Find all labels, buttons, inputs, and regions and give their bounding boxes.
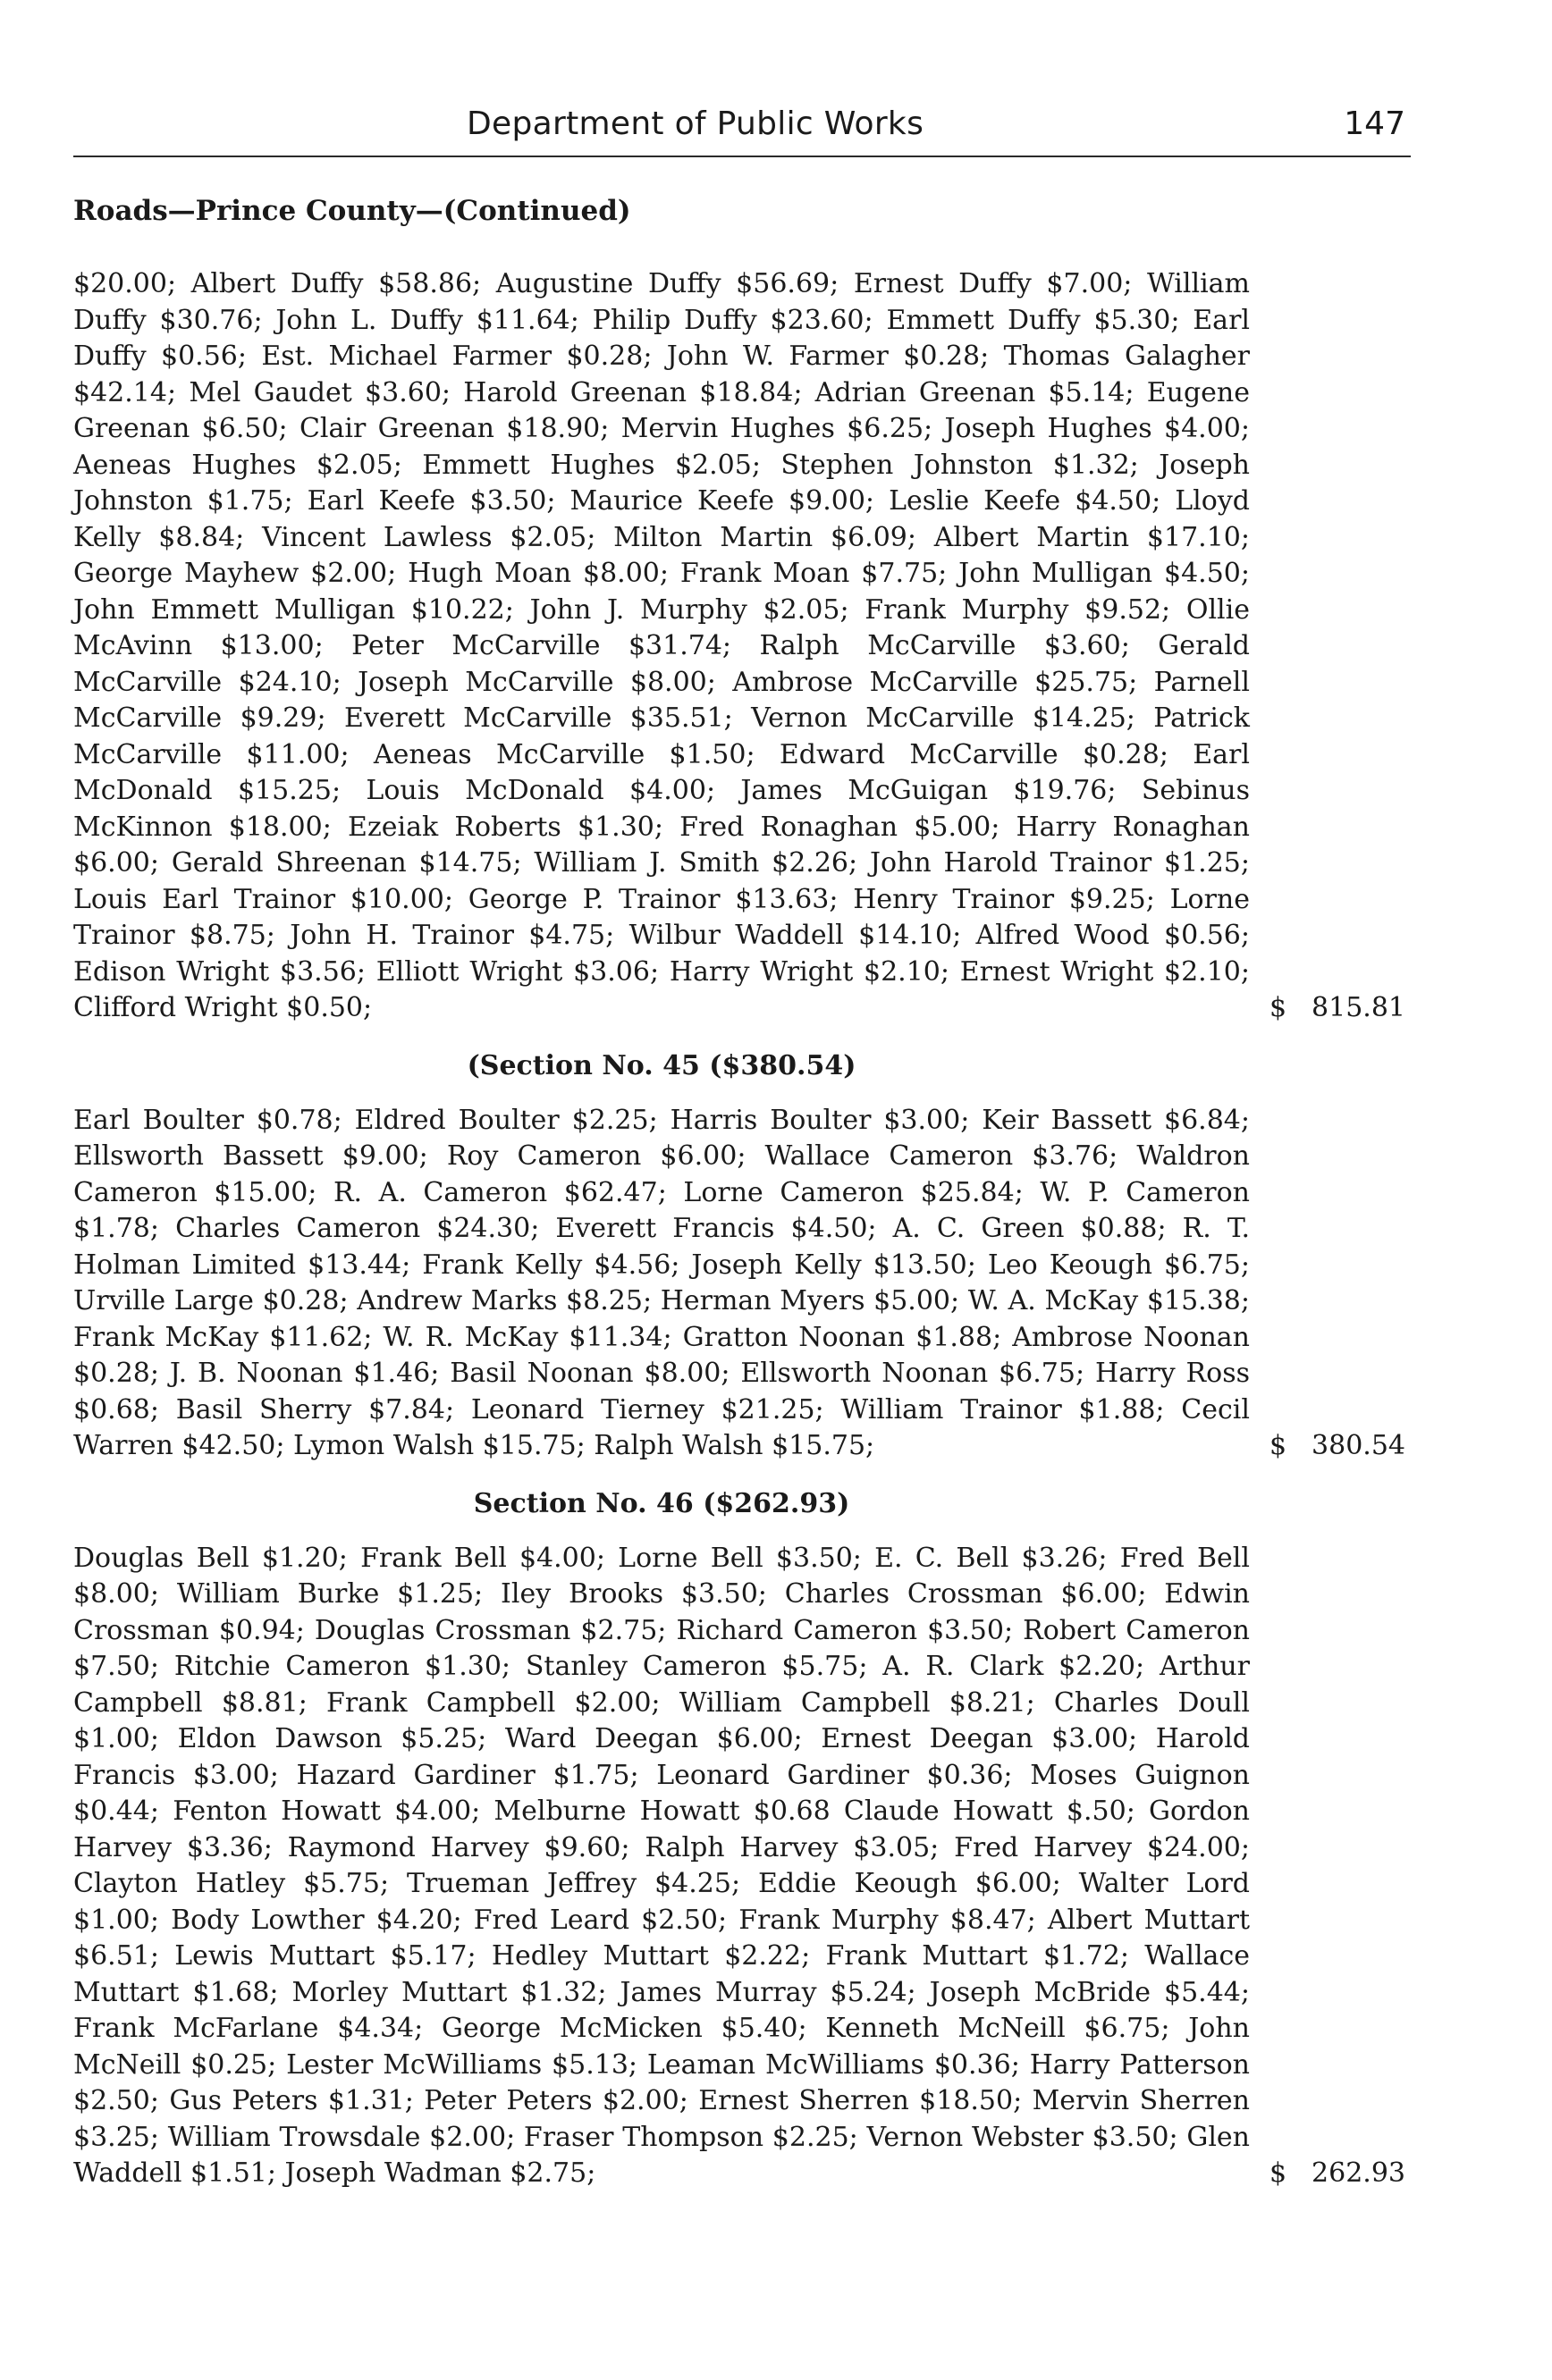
total-currency: $ bbox=[1269, 992, 1287, 1023]
running-head: Roads—Prince County—(Continued) bbox=[73, 195, 631, 227]
total-amount: 815.81 bbox=[1312, 992, 1405, 1023]
entry-list bbox=[73, 1103, 1411, 1465]
page-number: 147 bbox=[1344, 105, 1405, 142]
total-currency: $ bbox=[1269, 2157, 1287, 2189]
entry-text: Earl Boulter $0.78; Eldred Boulter $2.25; Harris Boulter $3.00; Keir Bassett $6.84; Ellsworth Bassett $9.00; Roy Cameron $6.00; Wallace Cameron $3.76; Waldron Cameron $15.00; R. A. Cameron $62.47; Lorne Cameron $25.84; W. P. Cameron $1.78; Charles Cameron $24.30; Everett Francis $4.50; A. C. Green $0.88; R. T. Holman Limited $13.44; Frank Kelly $4.56; Joseph Kelly $13.50; Leo Keough $6.75; Urville Large $0.28; Andrew Marks $8.25; Herman Myers $5.00; W. A. McKay $15.38; Frank McKay $11.62; W. R. McKay $11.34; Gratton Noonan $1.88; Ambrose Noonan $0.28; J. B. Noonan $1.46; Basil Noonan $8.00; Ellsworth Noonan $6.75; Harry Ross $0.68; Basil Sherry $7.84; Leonard Tierney $21.25; William Trainor $1.88; Cecil Warren $42.50; Lymon Walsh $15.75; Ralph Walsh $15.75; bbox=[73, 1104, 1250, 1461]
block-roads-continued bbox=[73, 266, 1411, 1027]
total-currency: $ bbox=[1269, 1430, 1287, 1461]
entry-list bbox=[73, 1541, 1411, 2192]
total-amount: 380.54 bbox=[1312, 1430, 1405, 1461]
section-heading: Section No. 46 ($262.93) bbox=[473, 1487, 850, 1519]
document-page bbox=[73, 100, 1411, 2192]
entry-total bbox=[1259, 990, 1411, 1027]
page-header bbox=[73, 100, 1411, 157]
page-title: Department of Public Works bbox=[467, 105, 924, 142]
total-amount: 262.93 bbox=[1312, 2157, 1405, 2189]
entry-total bbox=[1259, 2156, 1411, 2192]
entry-text: $20.00; Albert Duffy $58.86; Augustine Duffy $56.69; Ernest Duffy $7.00; William Duffy $30.76; John L. Duffy $11.64; Philip Duffy $23.60; Emmett Duffy $5.30; Earl Duffy $0.56; Est. Michael Farmer $0.28; John W. Farmer $0.28; Thomas Galagher $42.14; Mel Gaudet $3.60; Harold Greenan $18.84; Adrian Greenan $5.14; Eugene Greenan $6.50; Clair Greenan $18.90; Mervin Hughes $6.25; Joseph Hughes $4.00; Aeneas Hughes $2.05; Emmett Hughes $2.05; Stephen Johnston $1.32; Joseph Johnston $1.75; Earl Keefe $3.50; Maurice Keefe $9.00; Leslie Keefe $4.50; Lloyd Kelly $8.84; Vincent Lawless $2.05; Milton Martin $6.09; Albert Martin $17.10; George Mayhew $2.00; Hugh Moan $8.00; Frank Moan $7.75; John Mulligan $4.50; John Emmett Mulligan $10.22; John J. Murphy $2.05; Frank Murphy $9.52; Ollie McAvinn $13.00; Peter McCarville $31.74; Ralph McCarville $3.60; Gerald McCarville $24.10; Joseph McCarville $8.00; Ambrose McCarville $25.75; Parnell McCarville $9.29; Everett McCarville $35.51; Vernon McCarville $14.25; Patrick McCarville $11.00; Aeneas McCarville $1.50; Edward McCarville $0.28; Earl McDonald $15.25; Louis McDonald $4.00; James McGuigan $19.76; Sebinus McKinnon $18.00; Ezeiak Roberts $1.30; Fred Ronaghan $5.00; Harry Ronaghan $6.00; Gerald Shreenan $14.75; William J. Smith $2.26; John Harold Trainor $1.25; Louis Earl Trainor $10.00; George P. Trainor $13.63; Henry Trainor $9.25; Lorne Trainor $8.75; John H. Trainor $4.75; Wilbur Waddell $14.10; Alfred Wood $0.56; Edison Wright $3.56; Elliott Wright $3.06; Harry Wright $2.10; Ernest Wright $2.10; Clifford Wright $0.50; bbox=[73, 268, 1250, 1023]
entry-list bbox=[73, 266, 1411, 1027]
block-section-46 bbox=[73, 1488, 1411, 2192]
entry-text: Douglas Bell $1.20; Frank Bell $4.00; Lorne Bell $3.50; E. C. Bell $3.26; Fred Bell $8.00; William Burke $1.25; Iley Brooks $3.50; Charles Crossman $6.00; Edwin Crossman $0.94; Douglas Crossman $2.75; Richard Cameron $3.50; Robert Cameron $7.50; Ritchie Cameron $1.30; Stanley Cameron $5.75; A. R. Clark $2.20; Arthur Campbell $8.81; Frank Campbell $2.00; William Campbell $8.21; Charles Doull $1.00; Eldon Dawson $5.25; Ward Deegan $6.00; Ernest Deegan $3.00; Harold Francis $3.00; Hazard Gardiner $1.75; Leonard Gardiner $0.36; Moses Guignon $0.44; Fenton Howatt $4.00; Melburne Howatt $0.68 Claude Howatt $.50; Gordon Harvey $3.36; Raymond Harvey $9.60; Ralph Harvey $3.05; Fred Harvey $24.00; Clayton Hatley $5.75; Trueman Jeffrey $4.25; Eddie Keough $6.00; Walter Lord $1.00; Body Lowther $4.20; Fred Leard $2.50; Frank Murphy $8.47; Albert Muttart $6.51; Lewis Muttart $5.17; Hedley Muttart $2.22; Frank Muttart $1.72; Wallace Muttart $1.68; Morley Muttart $1.32; James Murray $5.24; Joseph McBride $5.44; Frank McFarlane $4.34; George McMicken $5.40; Kenneth McNeill $6.75; John McNeill $0.25; Lester McWilliams $5.13; Leaman McWilliams $0.36; Harry Patterson $2.50; Gus Peters $1.31; Peter Peters $2.00; Ernest Sherren $18.50; Mervin Sherren $3.25; William Trowsdale $2.00; Fraser Thompson $2.25; Vernon Webster $3.50; Glen Waddell $1.51; Joseph Wadman $2.75; bbox=[73, 1542, 1250, 2189]
section-heading: (Section No. 45 ($380.54) bbox=[467, 1049, 856, 1081]
entry-total bbox=[1259, 1428, 1411, 1465]
block-section-45 bbox=[73, 1050, 1411, 1465]
